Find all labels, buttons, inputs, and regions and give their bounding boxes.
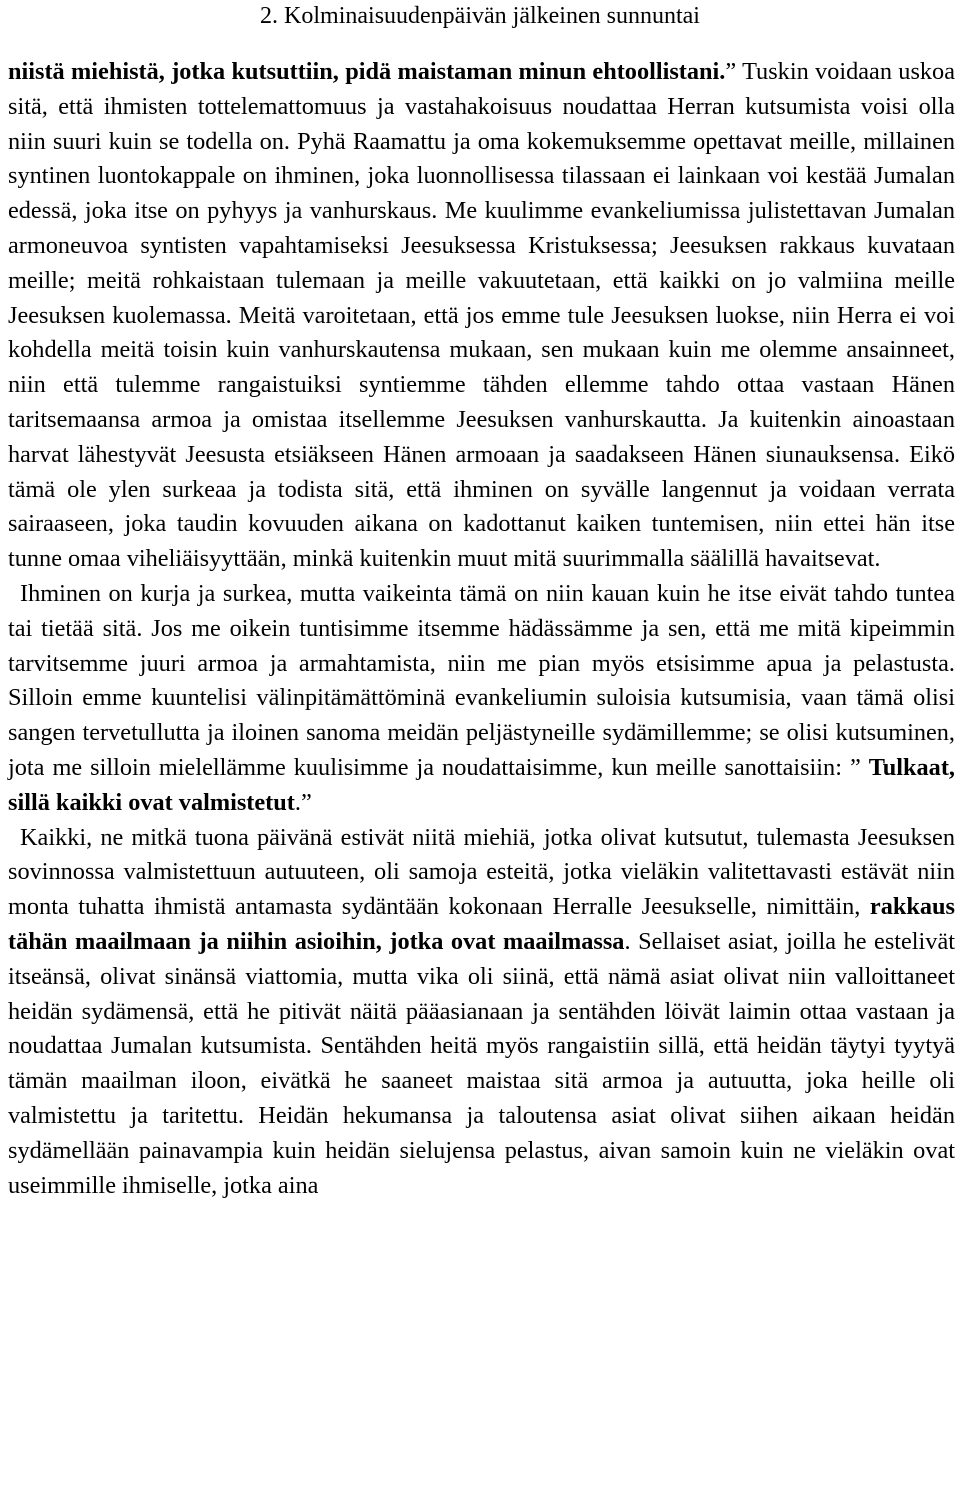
bold-phrase: Tulkaat, sillä kaikki ovat valmistetut (8, 753, 955, 816)
text-run: ” Tuskin voidaan uskoa sitä, että ihmisten tottelemattomuus ja vastahakoisuus noudattaa Herran kutsumista voisi olla niin suuri kuin se todella on. Pyhä Raamattu ja oma kokemuksemme opettavat meille, millainen syntinen luontokappale on ihminen, joka luonnollisessa tilassaan ei lainkaan voi kestää Jumalan edessä, joka itse on pyhyys ja vanhurskaus. Me kuulimme evankeliumissa julistettavan Jumalan armoneuvoa syntisten vapahtamiseksi Jeesuksessa Kristuksessa; Jeesuksen rakkaus kuvataan meille; meitä rohkaistaan tulemaan ja meille vakuutetaan, että kaikki on jo valmiina meille Jeesuksen kuolemassa. Meitä varoitetaan, että jos emme tule Jeesuksen luokse, niin Herra ei voi kohdella meitä toisin kuin vanhurskautensa mukaan, sen mukaan kuin me olemme ansainneet, niin että tulemme rangaistuiksi syntiemme tähden ellemme tahdo ottaa vastaan Hänen taritsemaansa armoa ja omistaa itsellemme Jeesuksen vanhurskautta. Ja kuitenkin ainoastaan harvat lähestyvät Jeesusta etsiäkseen Hänen armoaan ja saadakseen Hänen siunauksensa. Eikö tämä ole ylen surkeaa ja todista sitä, että ihminen on syvälle langennut ja voidaan verrata sairaaseen, joka taudin kovuuden aikana on kadottanut kaiken tuntemisen, niin ettei hän itse tunne omaa viheliäisyyttään, minkä kuitenkin muut mitä suurimmalla säälillä havaitsevat. (8, 58, 955, 573)
paragraph-2 (8, 577, 955, 821)
bold-phrase: niistä miehistä, jotka kutsuttiin, pidä maistaman minun ehtoollistani. (8, 58, 726, 85)
text-run: .” (294, 788, 312, 816)
bold-phrase: rakkaus tähän maailmaan ja niihin asioihin, jotka ovat maailmassa (8, 893, 955, 955)
text-run: . Sellaiset asiat, joilla he estelivät itseänsä, olivat sinänsä viattomia, mutta vika oli siinä, että nämä asiat olivat niin valloittaneet heidän sydämensä, että he pitivät näitä pääasianaan ja sentähden löivät laimin ottaa vastaan ja noudattaa Jumalan kutsumista. Sentähden heitä myös rangaistiin sillä, että heidän täytyi tyytyä tämän maailman iloon, eivätkä he saaneet maistaa sitä armoa ja autuutta, joka heille oli valmistettu ja taritettu. Heidän hekumansa ja taloutensa asiat olivat siihen aikaan heidän sydämellään painavampia kuin heidän sielujensa pelastus, aivan samoin kuin ne vieläkin ovat useimmille ihmiselle, jotka aina (8, 927, 955, 1199)
text-run: Kaikki, ne mitkä tuona päivänä estivät niitä miehiä, jotka olivat kutsutut, tulemasta Jeesuksen sovinnossa valmistettuun autuuteen, oli samoja esteitä, jotka vieläkin valitettavasti estävät niin monta tuhatta ihmistä antamasta sydäntään kokonaan Herralle Jeesukselle, nimittäin, (8, 823, 955, 921)
body-text (8, 55, 955, 1203)
page-header: 2. Kolminaisuudenpäivän jälkeinen sunnuntai (260, 3, 700, 29)
paragraph-1 (8, 55, 955, 577)
paragraph-3 (8, 821, 955, 1204)
text-run: Ihminen on kurja ja surkea, mutta vaikeinta tämä on niin kauan kuin he itse eivät tahdo tuntea tai tietää sitä. Jos me oikein tuntisimme itsemme hädässämme ja sen, että me mitä kipeimmin tarvitsemme juuri armoa ja armahtamista, niin me pian myös etsisimme apua ja pelastusta. Silloin emme kuuntelisi välinpitämättöminä evankeliumin suloisia kutsumisia, vaan tämä olisi sangen tervetullutta ja iloinen sanoma meidän peljästyneille sydämillemme; se olisi kutsuminen, jota me silloin mielellämme kuulisimme ja noudattaisimme, kun meille sanottaisiin: ” (8, 579, 955, 781)
